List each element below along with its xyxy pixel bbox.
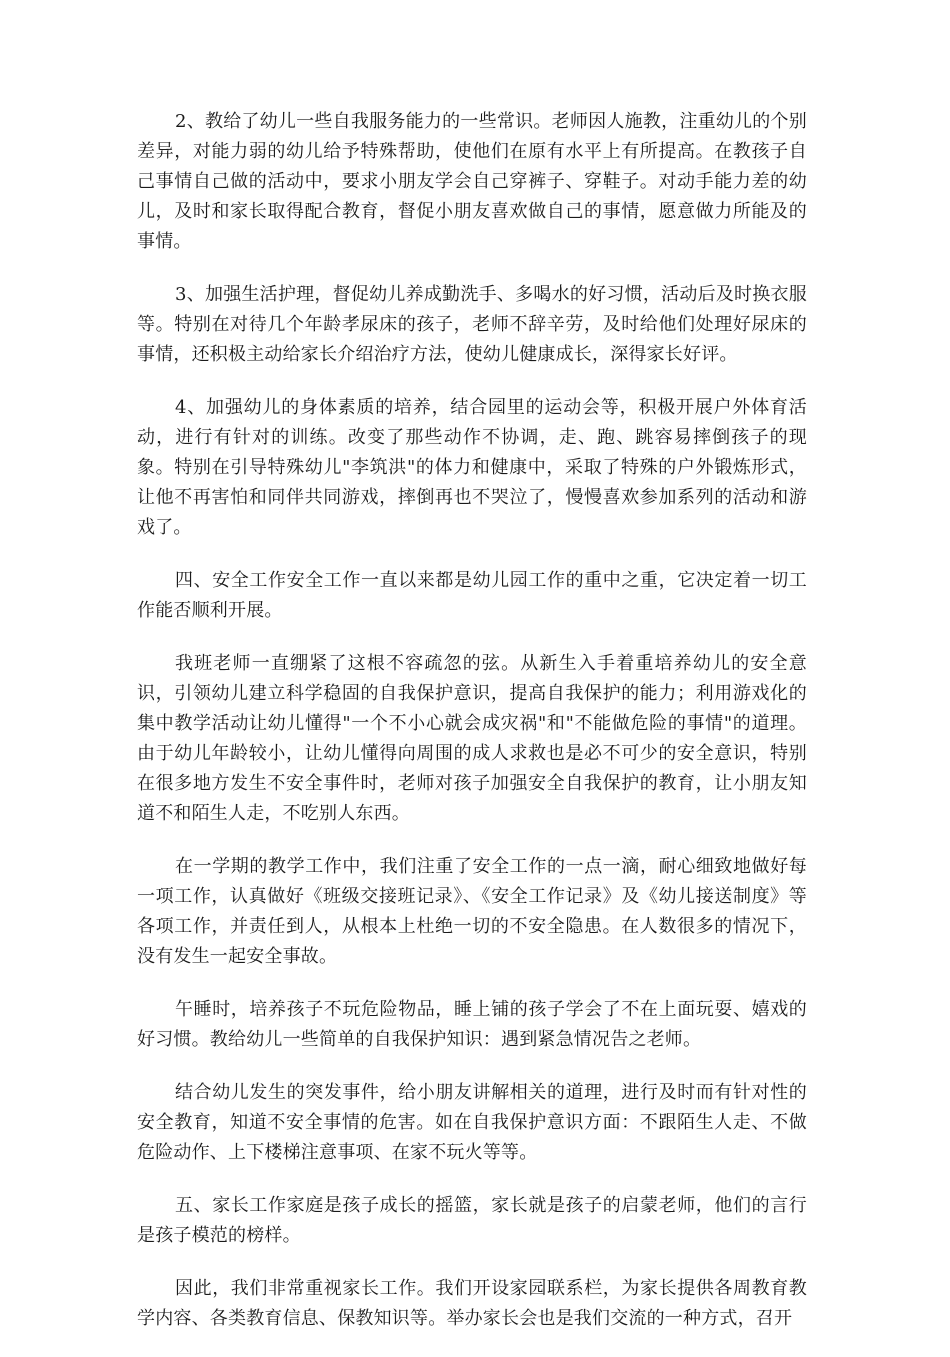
paragraph-safety-awareness: 我班老师一直绷紧了这根不容疏忽的弦。从新生入手着重培养幼儿的安全意识，引领幼儿建立科学稳固的自我保护意识，提高自我保护的能力；利用游戏化的集中教学活动让幼儿懂得"一个不小心就会成灾祸"和"不能做危险的事情"的道理。由于幼儿年龄较小，让幼儿懂得向周围的成人求救也是必不可少的安全意识，特别在很多地方发生不安全事件时，老师对孩子加强安全自我保护的教育，让小朋友知道不和陌生人走，不吃别人东西。 [137, 653, 807, 824]
paragraph-emergency-education: 结合幼儿发生的突发事件，给小朋友讲解相关的道理，进行及时而有针对性的安全教育，知道不安全事情的危害。如在自我保护意识方面：不跟陌生人走、不做危险动作、上下楼梯注意事项、在家不玩火等等。 [137, 1082, 807, 1163]
paragraph-parent-work: 因此，我们非常重视家长工作。我们开设家园联系栏，为家长提供各周教育教学内容、各类教育信息、保教知识等。举办家长会也是我们交流的一种方式，召开 [137, 1278, 807, 1329]
paragraph-safety-heading: 四、安全工作安全工作一直以来都是幼儿园工作的重中之重，它决定着一切工作能否顺利开展。 [137, 570, 807, 621]
paragraph-parent-work-heading: 五、家长工作家庭是孩子成长的摇篮，家长就是孩子的启蒙老师，他们的言行是孩子模范的榜样。 [137, 1195, 807, 1246]
paragraph-life-care: 3、加强生活护理，督促幼儿养成勤洗手、多喝水的好习惯，活动后及时换衣服等。特别在对待几个年龄孝尿床的孩子，老师不辞辛劳，及时给他们处理好尿床的事情，还积极主动给家长介绍治疗方法，使幼儿健康成长，深得家长好评。 [137, 284, 807, 365]
paragraph-safety-records: 在一学期的教学工作中，我们注重了安全工作的一点一滴，耐心细致地做好每一项工作，认真做好《班级交接班记录》、《安全工作记录》及《幼儿接送制度》等各项工作，并责任到人，从根本上杜绝一切的不安全隐患。在人数很多的情况下，没有发生一起安全事故。 [137, 856, 807, 967]
paragraph-nap-safety: 午睡时，培养孩子不玩危险物品，睡上铺的孩子学会了不在上面玩耍、嬉戏的好习惯。教给幼儿一些简单的自我保护知识：遇到紧急情况告之老师。 [137, 999, 807, 1050]
paragraph-self-service: 2、教给了幼儿一些自我服务能力的一些常识。老师因人施教，注重幼儿的个别差异，对能力弱的幼儿给予特殊帮助，使他们在原有水平上有所提高。在教孩子自己事情自己做的活动中，要求小朋友学会自己穿裤子、穿鞋子。对动手能力差的幼儿，及时和家长取得配合教育，督促小朋友喜欢做自己的事情，愿意做力所能及的事情。 [137, 111, 807, 252]
document-body [137, 107, 807, 1357]
paragraph-physical-fitness: 4、加强幼儿的身体素质的培养，结合园里的运动会等，积极开展户外体育活动，进行有针对的训练。改变了那些动作不协调，走、跑、跳容易摔倒孩子的现象。特别在引导特殊幼儿"李筑洪"的体力和健康中，采取了特殊的户外锻炼形式，让他不再害怕和同伴共同游戏，摔倒再也不哭泣了，慢慢喜欢参加系列的活动和游戏了。 [137, 397, 807, 538]
